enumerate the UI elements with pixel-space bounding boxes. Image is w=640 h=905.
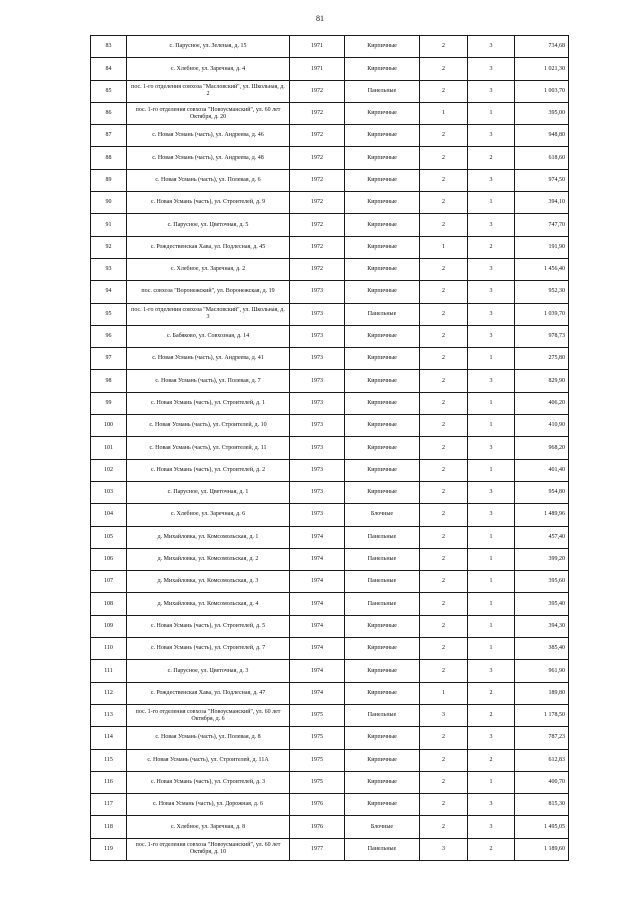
entrances-cell: 3	[468, 125, 515, 147]
address-cell: с. Хлебное, ул. Заречная, д. 6	[127, 504, 290, 526]
floors-cell: 2	[420, 415, 468, 437]
year-cell: 1975	[290, 771, 345, 793]
area-cell: 747,70	[515, 214, 569, 236]
row-number: 110	[91, 638, 127, 660]
entrances-cell: 1	[468, 548, 515, 570]
area-cell: 787,23	[515, 727, 569, 749]
wall-material-cell: Кирпичные	[345, 481, 420, 503]
year-cell: 1973	[290, 325, 345, 347]
area-cell: 395,40	[515, 593, 569, 615]
entrances-cell: 1	[468, 615, 515, 637]
address-cell: с. Новая Усмань (часть), ул. Строителей, д. 1	[127, 392, 290, 414]
area-cell: 1 178,50	[515, 704, 569, 726]
floors-cell: 2	[420, 504, 468, 526]
address-cell: с. Новая Усмань (часть), ул. Строителей, д. 3	[127, 771, 290, 793]
row-number: 84	[91, 58, 127, 80]
table-row	[91, 214, 569, 236]
table-row	[91, 370, 569, 392]
table-row	[91, 36, 569, 58]
address-cell: с. Хлебное, ул. Заречная, д. 8	[127, 816, 290, 838]
row-number: 104	[91, 504, 127, 526]
address-cell: с. Новая Усмань (часть), ул. Полевая, д. 7	[127, 370, 290, 392]
table-row	[91, 325, 569, 347]
area-cell: 1 039,70	[515, 303, 569, 325]
table-row	[91, 80, 569, 102]
address-cell: с. Новая Усмань (часть), ул. Строителей, д. 9	[127, 192, 290, 214]
floors-cell: 2	[420, 169, 468, 191]
floors-cell: 2	[420, 125, 468, 147]
floors-cell: 2	[420, 727, 468, 749]
table-row	[91, 303, 569, 325]
entrances-cell: 2	[468, 147, 515, 169]
row-number: 100	[91, 415, 127, 437]
row-number: 97	[91, 348, 127, 370]
year-cell: 1975	[290, 749, 345, 771]
wall-material-cell: Кирпичные	[345, 102, 420, 124]
area-cell: 385,40	[515, 638, 569, 660]
address-cell: с. Новая Усмань (часть), ул. Строителей, д. 2	[127, 459, 290, 481]
address-cell: пос. 1-го отделения совхоза "Новоусманский", ул. 60 лет Октября, д. 10	[127, 838, 290, 860]
address-cell: с. Новая Усмань (часть), ул. Строителей, д. 5	[127, 615, 290, 637]
entrances-cell: 1	[468, 102, 515, 124]
floors-cell: 2	[420, 437, 468, 459]
area-cell: 1 489,96	[515, 504, 569, 526]
address-cell: пос. 1-го отделения совхоза "Новоусманский", ул. 60 лет Октября, д. 20	[127, 102, 290, 124]
wall-material-cell: Кирпичные	[345, 638, 420, 660]
wall-material-cell: Кирпичные	[345, 660, 420, 682]
wall-material-cell: Панельные	[345, 593, 420, 615]
row-number: 112	[91, 682, 127, 704]
address-cell: с. Бабяково, ул. Совхозная, д. 14	[127, 325, 290, 347]
floors-cell: 2	[420, 638, 468, 660]
wall-material-cell: Панельные	[345, 704, 420, 726]
table-body	[91, 36, 569, 861]
table-row	[91, 281, 569, 303]
floors-cell: 2	[420, 593, 468, 615]
address-cell: с. Новая Усмань (часть), ул. Андреева, д. 48	[127, 147, 290, 169]
area-cell: 978,73	[515, 325, 569, 347]
year-cell: 1972	[290, 102, 345, 124]
entrances-cell: 1	[468, 415, 515, 437]
entrances-cell: 3	[468, 169, 515, 191]
wall-material-cell: Кирпичные	[345, 147, 420, 169]
address-cell: с. Новая Усмань (часть), ул. Дорожная, д. 6	[127, 794, 290, 816]
year-cell: 1972	[290, 192, 345, 214]
floors-cell: 2	[420, 258, 468, 280]
floors-cell: 2	[420, 80, 468, 102]
wall-material-cell: Кирпичные	[345, 214, 420, 236]
address-cell: с. Хлебное, ул. Заречная, д. 4	[127, 58, 290, 80]
year-cell: 1973	[290, 303, 345, 325]
year-cell: 1976	[290, 794, 345, 816]
housing-registry-table	[90, 35, 569, 861]
entrances-cell: 3	[468, 80, 515, 102]
entrances-cell: 1	[468, 526, 515, 548]
year-cell: 1972	[290, 214, 345, 236]
area-cell: 1 021,30	[515, 58, 569, 80]
table-row	[91, 571, 569, 593]
address-cell: с. Рождественская Хава, ул. Подлесная, д. 45	[127, 236, 290, 258]
year-cell: 1974	[290, 548, 345, 570]
row-number: 109	[91, 615, 127, 637]
wall-material-cell: Кирпичные	[345, 258, 420, 280]
address-cell: с. Новая Усмань (часть), ул. Андреева, д. 46	[127, 125, 290, 147]
floors-cell: 2	[420, 526, 468, 548]
table-row	[91, 749, 569, 771]
table-row	[91, 348, 569, 370]
wall-material-cell: Кирпичные	[345, 794, 420, 816]
wall-material-cell: Кирпичные	[345, 415, 420, 437]
wall-material-cell: Кирпичные	[345, 281, 420, 303]
area-cell: 734,68	[515, 36, 569, 58]
floors-cell: 3	[420, 704, 468, 726]
year-cell: 1973	[290, 415, 345, 437]
address-cell: пос. 1-го отделения совхоза "Новоусманский", ул. 60 лет Октября, д. 6	[127, 704, 290, 726]
year-cell: 1972	[290, 236, 345, 258]
entrances-cell: 3	[468, 816, 515, 838]
floors-cell: 3	[420, 838, 468, 860]
area-cell: 815,30	[515, 794, 569, 816]
floors-cell: 2	[420, 303, 468, 325]
wall-material-cell: Кирпичные	[345, 348, 420, 370]
floors-cell: 1	[420, 236, 468, 258]
address-cell: д. Михайловка, ул. Комсомольская, д. 2	[127, 548, 290, 570]
row-number: 94	[91, 281, 127, 303]
wall-material-cell: Кирпичные	[345, 615, 420, 637]
area-cell: 401,40	[515, 459, 569, 481]
entrances-cell: 2	[468, 704, 515, 726]
year-cell: 1973	[290, 437, 345, 459]
year-cell: 1974	[290, 638, 345, 660]
area-cell: 275,80	[515, 348, 569, 370]
floors-cell: 2	[420, 58, 468, 80]
floors-cell: 2	[420, 36, 468, 58]
address-cell: с. Парусное, ул. Цветочная, д. 1	[127, 481, 290, 503]
year-cell: 1972	[290, 258, 345, 280]
floors-cell: 1	[420, 682, 468, 704]
entrances-cell: 3	[468, 370, 515, 392]
year-cell: 1972	[290, 80, 345, 102]
table-row	[91, 794, 569, 816]
wall-material-cell: Кирпичные	[345, 682, 420, 704]
entrances-cell: 3	[468, 794, 515, 816]
entrances-cell: 3	[468, 214, 515, 236]
table-row	[91, 704, 569, 726]
row-number: 101	[91, 437, 127, 459]
entrances-cell: 2	[468, 838, 515, 860]
year-cell: 1974	[290, 615, 345, 637]
table-row	[91, 258, 569, 280]
table-row	[91, 727, 569, 749]
address-cell: с. Новая Усмань (часть), ул. Строителей, д. 7	[127, 638, 290, 660]
table-row	[91, 102, 569, 124]
year-cell: 1973	[290, 459, 345, 481]
area-cell: 968,20	[515, 437, 569, 459]
area-cell: 394,30	[515, 615, 569, 637]
wall-material-cell: Кирпичные	[345, 392, 420, 414]
row-number: 113	[91, 704, 127, 726]
row-number: 115	[91, 749, 127, 771]
entrances-cell: 1	[468, 348, 515, 370]
area-cell: 406,20	[515, 392, 569, 414]
table-row	[91, 615, 569, 637]
entrances-cell: 1	[468, 192, 515, 214]
address-cell: д. Михайловка, ул. Комсомольская, д. 4	[127, 593, 290, 615]
table-row	[91, 526, 569, 548]
row-number: 105	[91, 526, 127, 548]
entrances-cell: 3	[468, 325, 515, 347]
table-row	[91, 125, 569, 147]
wall-material-cell: Кирпичные	[345, 727, 420, 749]
area-cell: 618,60	[515, 147, 569, 169]
table-row	[91, 481, 569, 503]
wall-material-cell: Кирпичные	[345, 36, 420, 58]
wall-material-cell: Кирпичные	[345, 58, 420, 80]
area-cell: 395,60	[515, 571, 569, 593]
year-cell: 1971	[290, 36, 345, 58]
year-cell: 1975	[290, 727, 345, 749]
row-number: 102	[91, 459, 127, 481]
year-cell: 1971	[290, 58, 345, 80]
year-cell: 1973	[290, 392, 345, 414]
year-cell: 1973	[290, 281, 345, 303]
row-number: 96	[91, 325, 127, 347]
entrances-cell: 3	[468, 481, 515, 503]
floors-cell: 2	[420, 325, 468, 347]
floors-cell: 2	[420, 348, 468, 370]
wall-material-cell: Кирпичные	[345, 236, 420, 258]
table-row	[91, 838, 569, 860]
area-cell: 829,90	[515, 370, 569, 392]
floors-cell: 2	[420, 749, 468, 771]
year-cell: 1973	[290, 370, 345, 392]
row-number: 118	[91, 816, 127, 838]
area-cell: 399,20	[515, 548, 569, 570]
address-cell: с. Парусное, ул. Зеленая, д. 15	[127, 36, 290, 58]
table-row	[91, 548, 569, 570]
table-row	[91, 660, 569, 682]
row-number: 107	[91, 571, 127, 593]
entrances-cell: 3	[468, 437, 515, 459]
entrances-cell: 3	[468, 303, 515, 325]
address-cell: д. Михайловка, ул. Комсомольская, д. 1	[127, 526, 290, 548]
row-number: 119	[91, 838, 127, 860]
table-row	[91, 147, 569, 169]
entrances-cell: 2	[468, 749, 515, 771]
row-number: 116	[91, 771, 127, 793]
wall-material-cell: Панельные	[345, 303, 420, 325]
year-cell: 1974	[290, 593, 345, 615]
table-row	[91, 816, 569, 838]
area-cell: 410,90	[515, 415, 569, 437]
floors-cell: 2	[420, 214, 468, 236]
row-number: 108	[91, 593, 127, 615]
address-cell: с. Новая Усмань (часть), ул. Полевая, д. 6	[127, 169, 290, 191]
entrances-cell: 3	[468, 504, 515, 526]
row-number: 88	[91, 147, 127, 169]
address-cell: пос. 1-го отделения совхоза "Масловский", ул. Школьная, д. 2	[127, 80, 290, 102]
year-cell: 1973	[290, 348, 345, 370]
floors-cell: 2	[420, 481, 468, 503]
year-cell: 1974	[290, 660, 345, 682]
floors-cell: 2	[420, 192, 468, 214]
floors-cell: 2	[420, 548, 468, 570]
address-cell: с. Новая Усмань (часть), ул. Полевая, д. 8	[127, 727, 290, 749]
row-number: 111	[91, 660, 127, 682]
area-cell: 954,80	[515, 481, 569, 503]
row-number: 114	[91, 727, 127, 749]
wall-material-cell: Кирпичные	[345, 459, 420, 481]
table-row	[91, 593, 569, 615]
area-cell: 948,80	[515, 125, 569, 147]
table-row	[91, 459, 569, 481]
year-cell: 1972	[290, 125, 345, 147]
floors-cell: 2	[420, 571, 468, 593]
year-cell: 1973	[290, 481, 345, 503]
year-cell: 1977	[290, 838, 345, 860]
entrances-cell: 2	[468, 236, 515, 258]
area-cell: 952,30	[515, 281, 569, 303]
entrances-cell: 1	[468, 771, 515, 793]
wall-material-cell: Панельные	[345, 526, 420, 548]
wall-material-cell: Кирпичные	[345, 169, 420, 191]
page-number: 81	[316, 14, 324, 23]
entrances-cell: 2	[468, 682, 515, 704]
year-cell: 1976	[290, 816, 345, 838]
floors-cell: 2	[420, 771, 468, 793]
address-cell: пос. 1-го отделения совхоза "Масловский", ул. Школьная, д. 3	[127, 303, 290, 325]
entrances-cell: 3	[468, 660, 515, 682]
entrances-cell: 3	[468, 281, 515, 303]
row-number: 98	[91, 370, 127, 392]
wall-material-cell: Панельные	[345, 80, 420, 102]
wall-material-cell: Кирпичные	[345, 370, 420, 392]
area-cell: 961,90	[515, 660, 569, 682]
address-cell: с. Хлебное, ул. Заречная, д. 2	[127, 258, 290, 280]
address-cell: д. Михайловка, ул. Комсомольская, д. 3	[127, 571, 290, 593]
area-cell: 457,40	[515, 526, 569, 548]
address-cell: с. Новая Усмань (часть), ул. Андреева, д. 41	[127, 348, 290, 370]
row-number: 83	[91, 36, 127, 58]
year-cell: 1974	[290, 682, 345, 704]
wall-material-cell: Кирпичные	[345, 771, 420, 793]
area-cell: 189,80	[515, 682, 569, 704]
entrances-cell: 1	[468, 593, 515, 615]
entrances-cell: 1	[468, 459, 515, 481]
area-cell: 612,83	[515, 749, 569, 771]
table-row	[91, 236, 569, 258]
row-number: 90	[91, 192, 127, 214]
table-row	[91, 58, 569, 80]
area-cell: 1 003,70	[515, 80, 569, 102]
wall-material-cell: Кирпичные	[345, 437, 420, 459]
address-cell: с. Парусное, ул. Цветочная, д. 3	[127, 660, 290, 682]
area-cell: 395,00	[515, 102, 569, 124]
year-cell: 1972	[290, 147, 345, 169]
floors-cell: 2	[420, 459, 468, 481]
floors-cell: 2	[420, 370, 468, 392]
wall-material-cell: Панельные	[345, 548, 420, 570]
address-cell: с. Рождественская Хава, ул. Подлесная, д. 47	[127, 682, 290, 704]
year-cell: 1974	[290, 526, 345, 548]
table-row	[91, 192, 569, 214]
table-row	[91, 169, 569, 191]
wall-material-cell: Кирпичные	[345, 325, 420, 347]
table-row	[91, 437, 569, 459]
table-row	[91, 638, 569, 660]
table-row	[91, 392, 569, 414]
entrances-cell: 1	[468, 392, 515, 414]
area-cell: 1 456,40	[515, 258, 569, 280]
floors-cell: 2	[420, 615, 468, 637]
wall-material-cell: Кирпичные	[345, 192, 420, 214]
wall-material-cell: Блочные	[345, 816, 420, 838]
row-number: 93	[91, 258, 127, 280]
address-cell: с. Новая Усмань (часть), ул. Строителей, д. 11	[127, 437, 290, 459]
row-number: 106	[91, 548, 127, 570]
floors-cell: 2	[420, 816, 468, 838]
year-cell: 1975	[290, 704, 345, 726]
row-number: 117	[91, 794, 127, 816]
floors-cell: 2	[420, 392, 468, 414]
table-row	[91, 415, 569, 437]
year-cell: 1974	[290, 571, 345, 593]
area-cell: 1 495,05	[515, 816, 569, 838]
floors-cell: 2	[420, 147, 468, 169]
entrances-cell: 3	[468, 727, 515, 749]
wall-material-cell: Кирпичные	[345, 749, 420, 771]
address-cell: с. Парусное, ул. Цветочная, д. 5	[127, 214, 290, 236]
wall-material-cell: Панельные	[345, 838, 420, 860]
row-number: 92	[91, 236, 127, 258]
entrances-cell: 1	[468, 571, 515, 593]
address-cell: с. Новая Усмань (часть), ул. Строителей, д. 11А	[127, 749, 290, 771]
address-cell: пос. совхоза "Воронежский", ул. Воронежская, д. 19	[127, 281, 290, 303]
area-cell: 974,50	[515, 169, 569, 191]
floors-cell: 2	[420, 281, 468, 303]
row-number: 89	[91, 169, 127, 191]
entrances-cell: 1	[468, 638, 515, 660]
row-number: 95	[91, 303, 127, 325]
row-number: 99	[91, 392, 127, 414]
row-number: 85	[91, 80, 127, 102]
row-number: 86	[91, 102, 127, 124]
floors-cell: 1	[420, 102, 468, 124]
row-number: 103	[91, 481, 127, 503]
area-cell: 1 189,60	[515, 838, 569, 860]
wall-material-cell: Кирпичные	[345, 125, 420, 147]
area-cell: 191,90	[515, 236, 569, 258]
entrances-cell: 3	[468, 258, 515, 280]
entrances-cell: 3	[468, 36, 515, 58]
floors-cell: 2	[420, 660, 468, 682]
table-row	[91, 682, 569, 704]
year-cell: 1973	[290, 504, 345, 526]
year-cell: 1972	[290, 169, 345, 191]
wall-material-cell: Панельные	[345, 571, 420, 593]
row-number: 87	[91, 125, 127, 147]
table-row	[91, 504, 569, 526]
address-cell: с. Новая Усмань (часть), ул. Строителей, д. 10	[127, 415, 290, 437]
table-row	[91, 771, 569, 793]
entrances-cell: 3	[468, 58, 515, 80]
wall-material-cell: Блочные	[345, 504, 420, 526]
row-number: 91	[91, 214, 127, 236]
area-cell: 400,70	[515, 771, 569, 793]
floors-cell: 2	[420, 794, 468, 816]
area-cell: 394,10	[515, 192, 569, 214]
